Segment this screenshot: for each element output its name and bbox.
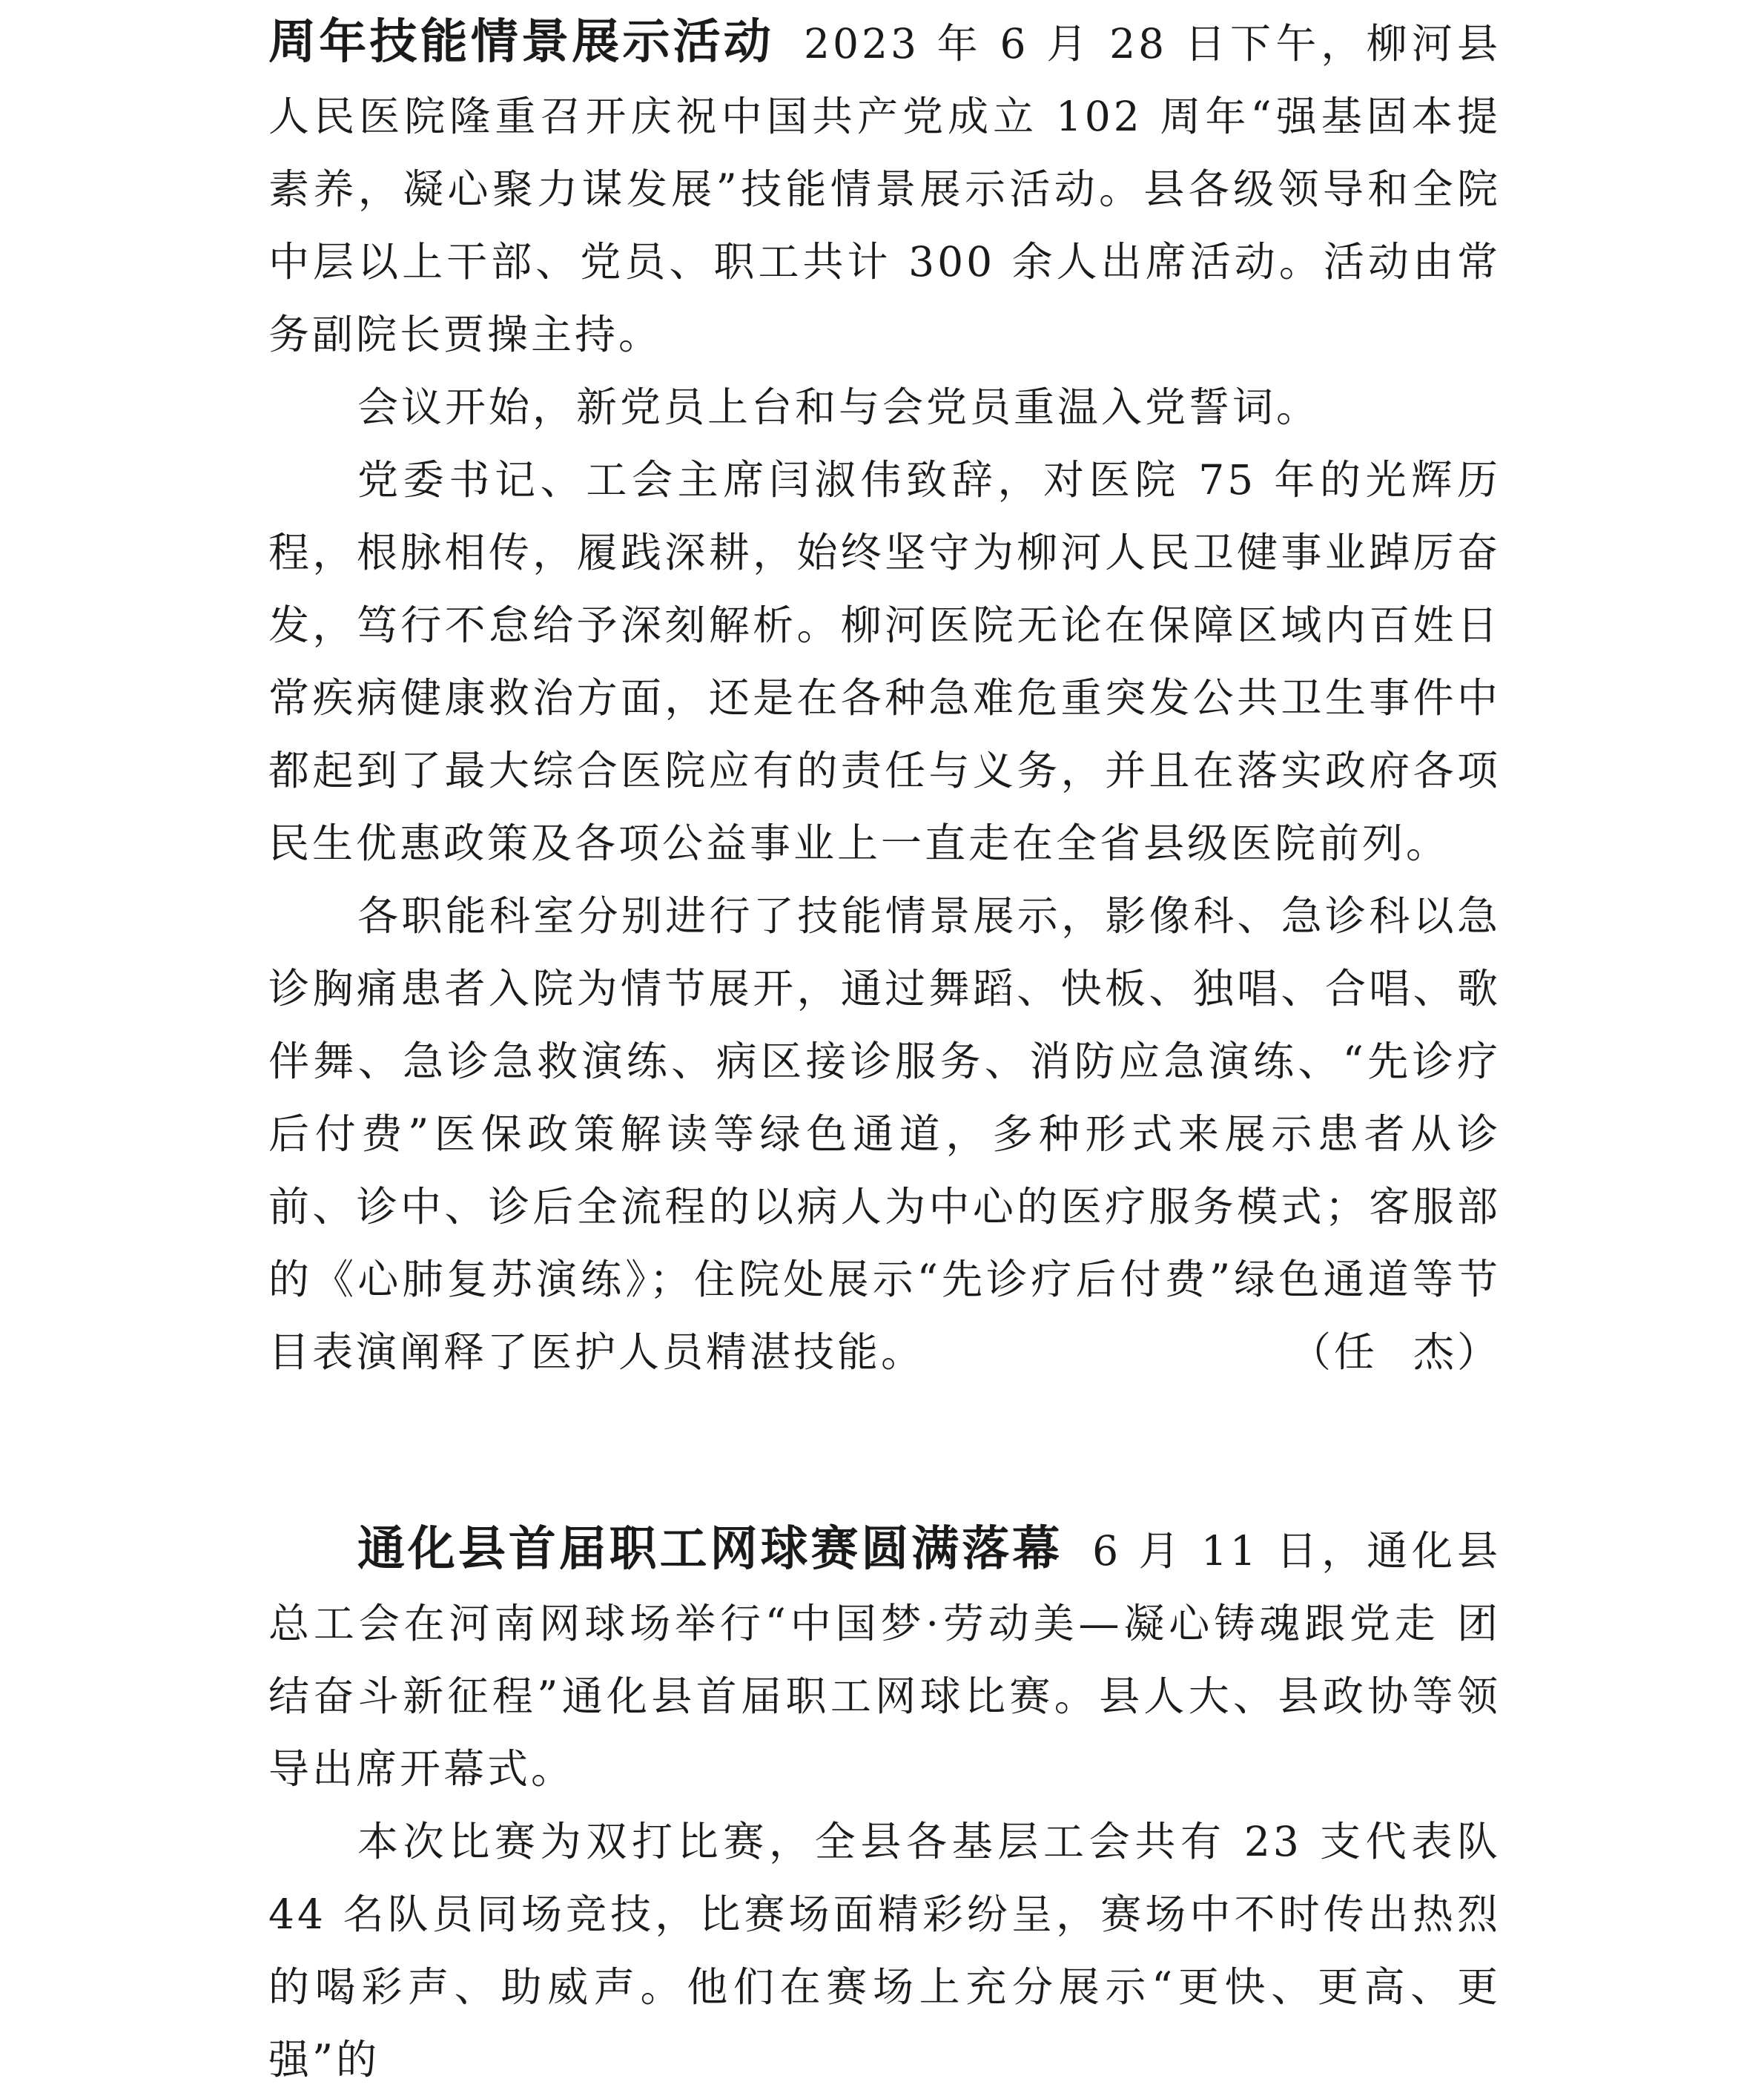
paragraph-text: 2023 年 6 月 28 日下午，柳河县人民医院隆重召开庆祝中国共产党成立 102 周年“强基固本提素养，凝心聚力谋发展”技能情景展示活动。县各级领导和全院中层以上干部、党员、职工共计 300 余人出席活动。活动由常务副院长贾操主持。 bbox=[268, 20, 1501, 358]
author-byline: （任 杰） bbox=[1289, 1328, 1501, 1376]
paragraph bbox=[268, 880, 1501, 1388]
article-hospital-skills-show bbox=[268, 6, 1501, 1388]
article-tennis-tournament bbox=[268, 1513, 1501, 2096]
article-headline: 通化县首届职工网球赛圆满落幕 bbox=[357, 1522, 1063, 1577]
paragraph: 党委书记、工会主席闫淑伟致辞，对医院 75 年的光辉历程，根脉相传，履践深耕，始终坚守为柳河人民卫健事业踔厉奋发，笃行不怠给予深刻解析。柳河医院无论在保障区域内百姓日常疾病健康救治方面，还是在各种急难危重突发公共卫生事件中都起到了最大综合医院应有的责任与义务，并且在落实政府各项民生优惠政策及各项公益事业上一直走在全省县级医院前列。 bbox=[268, 456, 1501, 867]
paragraph-text: 各职能科室分别进行了技能情景展示，影像科、急诊科以急诊胸痛患者入院为情节展开，通过舞蹈、快板、独唱、合唱、歌伴舞、急诊急救演练、病区接诊服务、消防应急演练、“先诊疗后付费”医保政策解读等绿色通道，多种形式来展示患者从诊前、诊中、诊后全流程的以病人为中心的医疗服务模式；客服部的《心肺复苏演练》；住院处展示“先诊疗后付费”绿色通道等节目表演阐释了医护人员精湛技能。 bbox=[268, 892, 1501, 1376]
article-lead-paragraph bbox=[268, 1513, 1501, 1805]
article-headline: 周年技能情景展示活动 bbox=[268, 15, 775, 70]
paragraph: 会议开始，新党员上台和与会党员重温入党誓词。 bbox=[357, 383, 1321, 431]
paragraph-text: 6 月 11 日，通化县总工会在河南网球场举行“中国梦·劳动美—凝心铸魂跟党走 团结奋斗新征程”通化县首届职工网球比赛。县人大、县政协等领导出席开幕式。 bbox=[268, 1527, 1501, 1793]
paragraph: 本次比赛为双打比赛，全县各基层工会共有 23 支代表队 44 名队员同场竞技，比赛场面精彩纷呈，赛场中不时传出热烈的喝彩声、助威声。他们在赛场上充分展示“更快、更高、更强”的 bbox=[268, 1818, 1501, 2083]
article-lead-paragraph bbox=[268, 6, 1501, 371]
